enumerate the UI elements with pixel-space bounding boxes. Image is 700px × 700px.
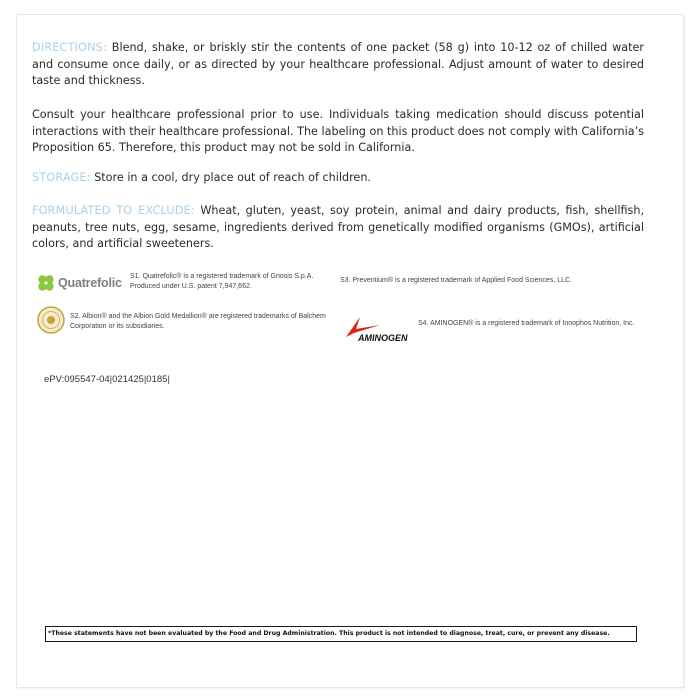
storage-label: STORAGE: xyxy=(32,171,91,184)
fda-disclaimer: *These statements have not been evaluated by the Food and Drug Administration. This product is not intended to diagnose, treat, cure, or prevent any disease. xyxy=(45,626,637,642)
aminogen-logo xyxy=(340,307,416,347)
consult-paragraph xyxy=(32,107,644,157)
quatrefolic-logo-text: Quatrefolic xyxy=(58,276,122,290)
consult-text: Consult your healthcare professional prior to use. Individuals taking medication should discuss potential interactions with their healthcare professional. The labeling on this product does not comply with California’s Proposition 65. Therefore, this product may not be sold in California. xyxy=(32,108,644,154)
storage-paragraph xyxy=(32,170,644,187)
aminogen-swoosh-icon xyxy=(340,307,416,343)
trademark-s3: S3. Preventium® is a registered trademark of Applied Food Sciences, LLC. xyxy=(340,277,572,284)
formulated-label: FORMULATED TO EXCLUDE: xyxy=(32,204,195,217)
quatrefolic-logo xyxy=(36,273,122,293)
svg-text:AMINOGEN: AMINOGEN xyxy=(358,333,408,343)
directions-label: DIRECTIONS: xyxy=(32,41,107,54)
albion-seal xyxy=(37,306,65,338)
directions-paragraph xyxy=(32,40,644,90)
trademark-s2: S2. Albion® and the Albion Gold Medallion® are registered trademarks of Balchem Corporation or its subsidiaries. xyxy=(70,313,326,330)
trademark-s1: S1. Quatrefolic® is a registered trademark of Gnosis S.p.A. Produced under U.S. patent 7,947,662. xyxy=(130,273,314,290)
directions-text: Blend, shake, or briskly stir the contents of one packet (58 g) into 10-12 oz of chilled water and consume once daily, or as directed by your healthcare professional. Adjust amount of water to desired taste and thickness. xyxy=(32,41,644,87)
albion-medallion-icon xyxy=(37,306,65,334)
trademark-s4: S4. AMINOGEN® is a registered trademark of Innophos Nutrition, Inc. xyxy=(418,320,635,327)
storage-text: Store in a cool, dry place out of reach of children. xyxy=(94,171,371,184)
epv-code: ePV:095547-04|021425|0185| xyxy=(44,374,170,385)
formulated-paragraph xyxy=(32,203,644,253)
formulated-text: Wheat, gluten, yeast, soy protein, animal and dairy products, fish, shellfish, peanuts, tree nuts, egg, sesame, ingredients derived from genetically modified organisms (GMOs), artificial colors, and artificial sweeteners. xyxy=(32,204,645,250)
clover-icon xyxy=(36,273,56,293)
